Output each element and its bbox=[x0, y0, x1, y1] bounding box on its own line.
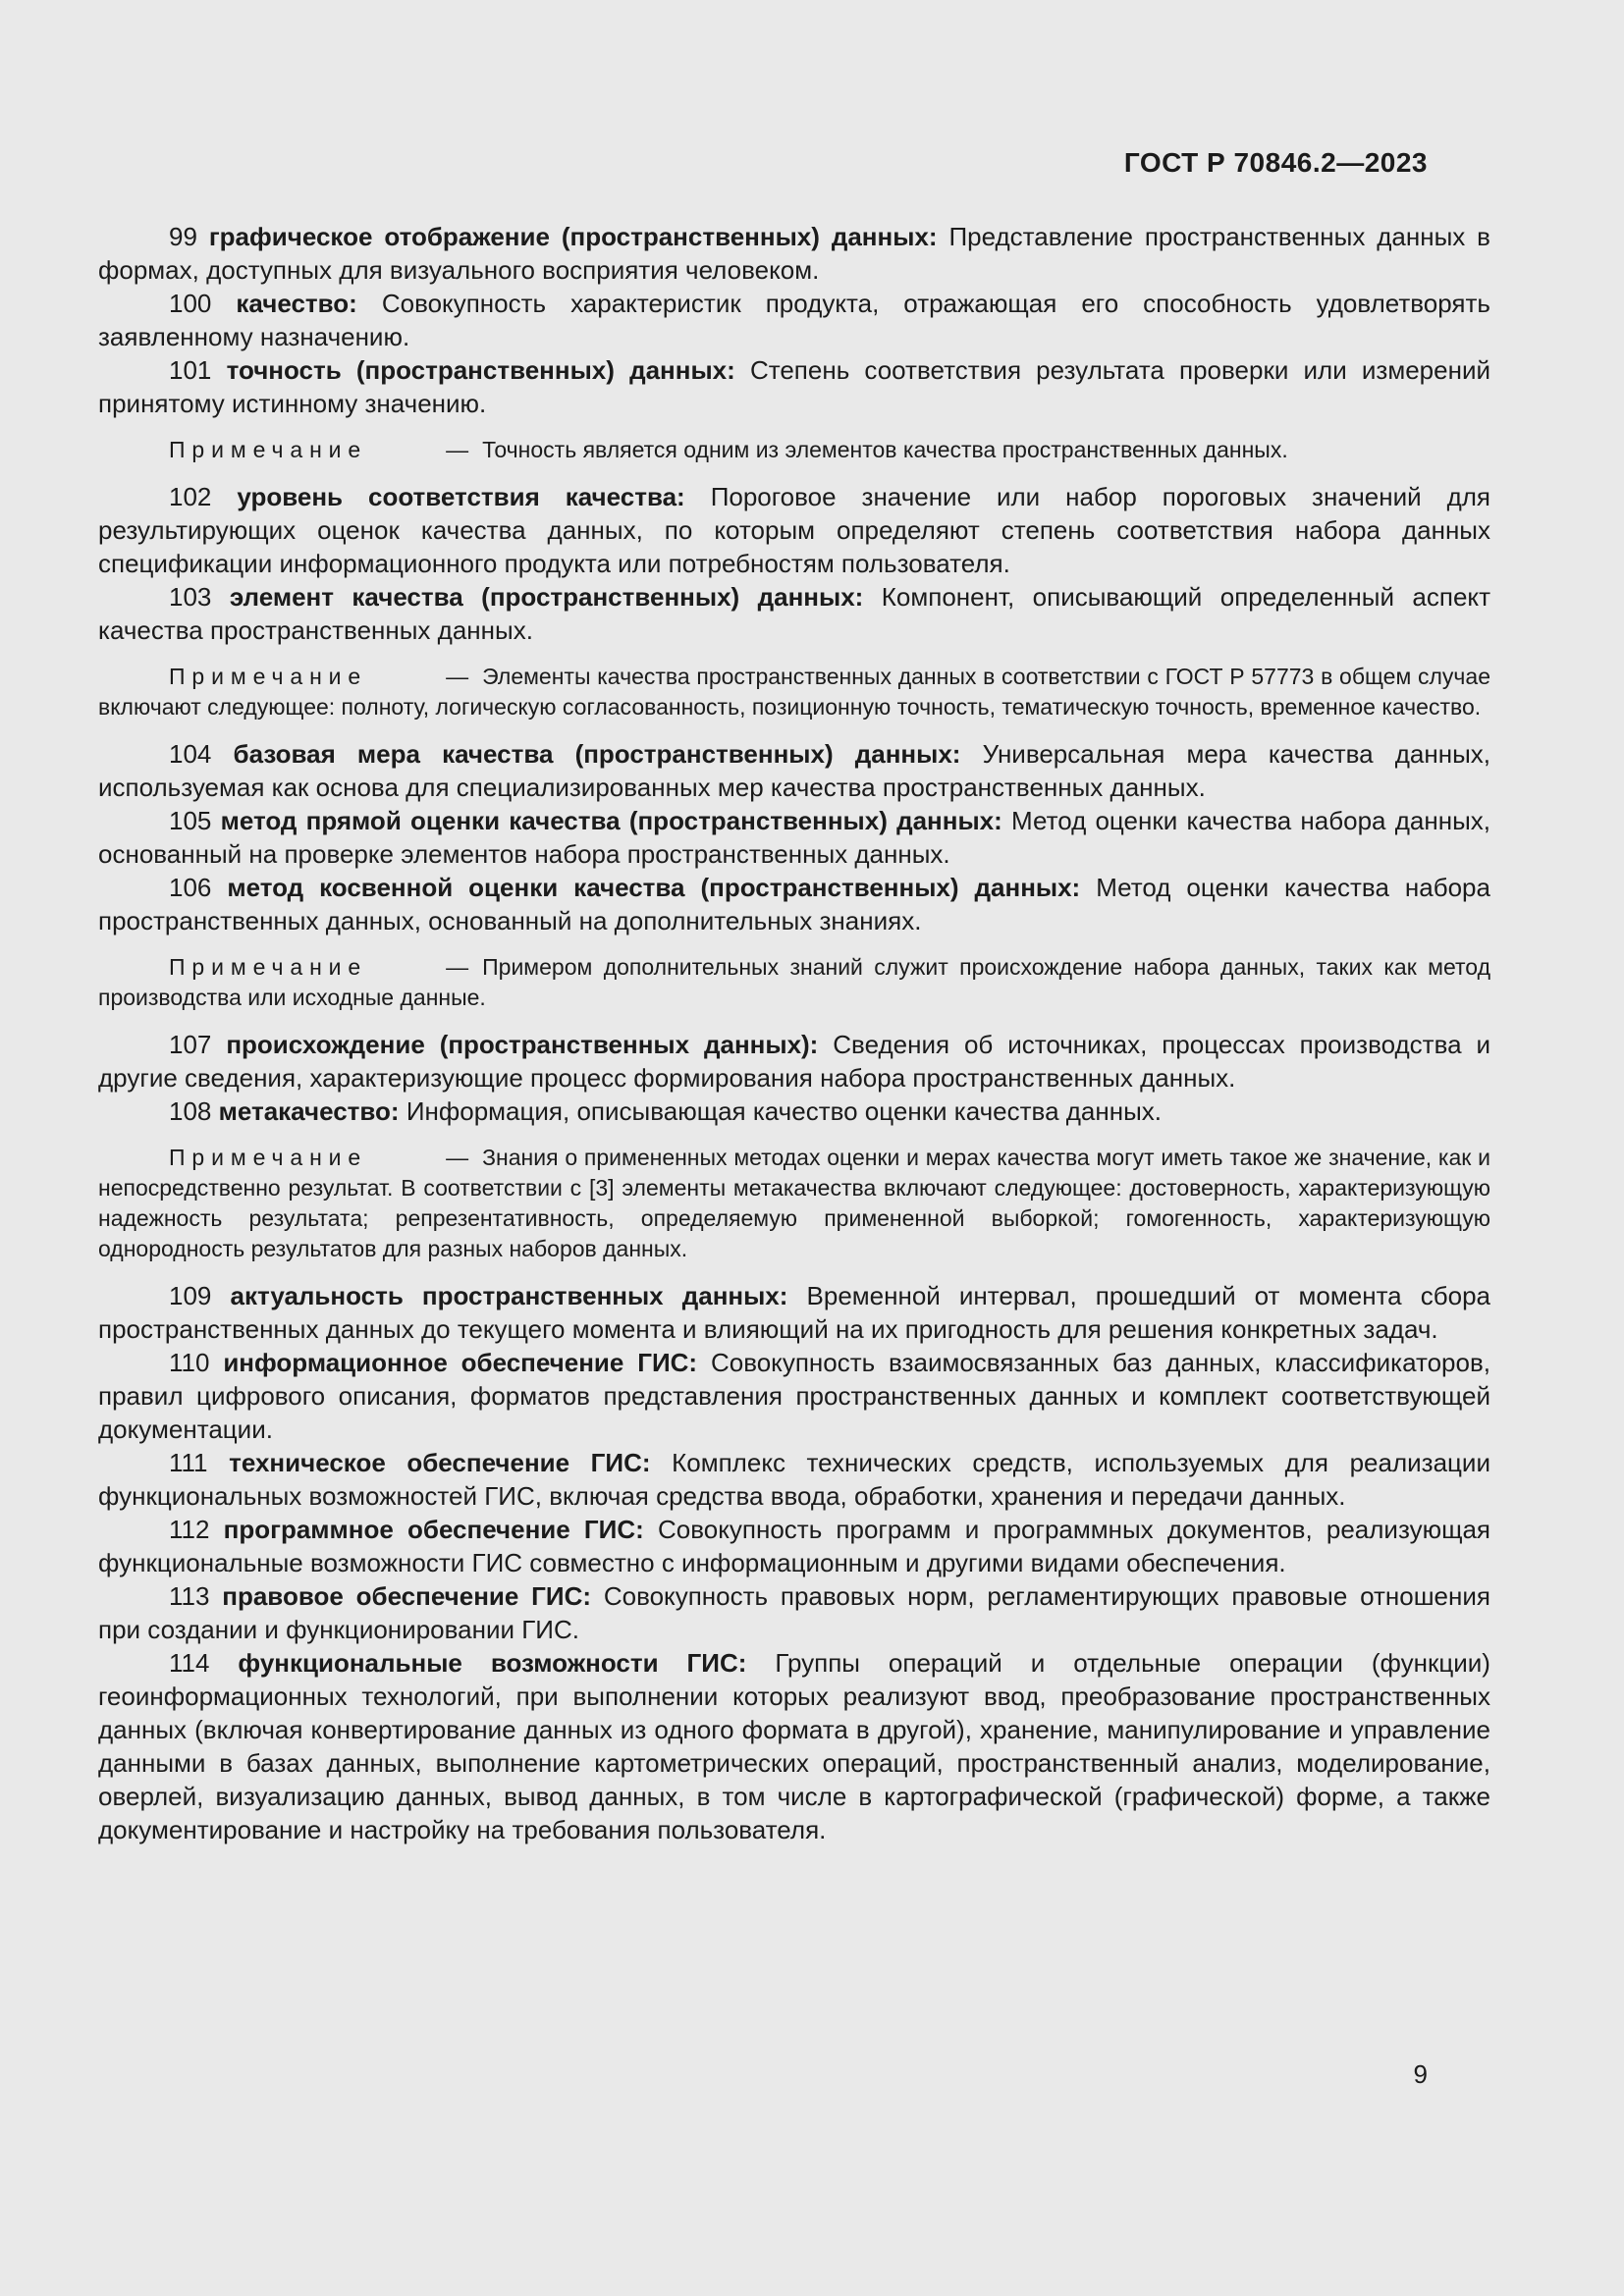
term-definition: Метод оценки качества набора пространственных данных, основанный на дополнительных знаниях. bbox=[98, 873, 1490, 935]
term-number: 107 bbox=[169, 1030, 212, 1059]
term-title: правовое обеспечение ГИС: bbox=[222, 1581, 592, 1611]
term-number: 105 bbox=[169, 806, 212, 835]
term-title: графическое отображение (пространственных) данных: bbox=[208, 222, 938, 251]
term-entry bbox=[98, 1646, 1490, 1846]
term-entry bbox=[98, 1095, 1490, 1128]
note bbox=[98, 662, 1490, 722]
page-number: 9 bbox=[1413, 2059, 1428, 2089]
terms-list bbox=[98, 220, 1490, 1846]
term-entry bbox=[98, 1028, 1490, 1095]
note-label: Примечание bbox=[169, 664, 368, 689]
term-title: уровень соответствия качества: bbox=[237, 482, 685, 511]
term-number: 101 bbox=[169, 355, 212, 385]
term-title: происхождение (пространственных данных): bbox=[226, 1030, 819, 1059]
term-definition: Совокупность правовых норм, регламентирующих правовые отношения при создании и функционировании ГИС. bbox=[98, 1581, 1490, 1644]
term-number: 114 bbox=[169, 1648, 210, 1678]
note-text: Примером дополнительных знаний служит происхождение набора данных, таких как метод производства или исходные данные. bbox=[98, 954, 1490, 1010]
term-entry bbox=[98, 804, 1490, 871]
term-number: 110 bbox=[169, 1348, 210, 1377]
term-title: элемент качества (пространственных) данных: bbox=[229, 582, 864, 612]
term-entry bbox=[98, 1346, 1490, 1446]
term-definition: Метод оценки качества набора данных, основанный на проверке элементов набора пространственных данных. bbox=[98, 806, 1490, 869]
term-definition: Степень соответствия результата проверки или измерений принятому истинному значению. bbox=[98, 355, 1491, 418]
document-header: ГОСТ Р 70846.2—2023 bbox=[1123, 147, 1428, 178]
term-number: 111 bbox=[169, 1448, 208, 1477]
term-title: базовая мера качества (пространственных) данных: bbox=[233, 739, 961, 769]
note bbox=[98, 1143, 1490, 1264]
term-entry bbox=[98, 737, 1490, 804]
term-definition: Временной интервал, прошедший от момента сбора пространственных данных до текущего момента и влияющий на их пригодность для решения конкретных задач. bbox=[98, 1281, 1490, 1344]
term-number: 99 bbox=[169, 222, 197, 251]
term-title: метакачество: bbox=[218, 1096, 400, 1126]
term-number: 102 bbox=[169, 482, 212, 511]
term-definition: Группы операций и отдельные операции (функции) геоинформационных технологий, при выполнении которых реализуют ввод, преобразование пространственных данных (включая конвертирование данных из одного формата в другой), хранение, манипулирование и управление данными в базах данных, выполнение картометрических операций, пространственный анализ, моделирование, оверлей, визуализацию данных, вывод данных, в том числе в картографической (графической) форме, а также документирование и настройку на требования пользователя. bbox=[98, 1648, 1490, 1844]
term-definition: Комплекс технических средств, используемых для реализации функциональных возможностей ГИС, включая средства ввода, обработки, хранения и передачи данных. bbox=[98, 1448, 1490, 1511]
term-number: 100 bbox=[169, 289, 212, 318]
term-number: 104 bbox=[169, 739, 212, 769]
term-title: информационное обеспечение ГИС: bbox=[223, 1348, 698, 1377]
note-label: Примечание bbox=[169, 437, 368, 462]
term-entry bbox=[98, 353, 1490, 420]
note-text: Знания о примененных методах оценки и мерах качества могут иметь такое же значение, как и непосредственно результат. В соответствии с [3] элементы метакачества включают следующее: достоверность, характеризующую надежность результата; репрезентативность, определяемую примененной выборкой; гомогенность, характеризующую однородность результатов для разных наборов данных. bbox=[98, 1145, 1490, 1261]
note-dash: — bbox=[446, 1145, 469, 1170]
note-text: Точность является одним из элементов качества пространственных данных. bbox=[482, 437, 1288, 462]
term-title: программное обеспечение ГИС: bbox=[223, 1515, 644, 1544]
note-label: Примечание bbox=[169, 1145, 368, 1170]
term-definition: Совокупность программ и программных документов, реализующая функциональные возможности ГИС совместно с информационным и другими видами обеспечения. bbox=[98, 1515, 1490, 1577]
term-definition: Сведения об источниках, процессах производства и другие сведения, характеризующие процесс формирования набора пространственных данных. bbox=[98, 1030, 1490, 1093]
term-entry bbox=[98, 1446, 1490, 1513]
term-number: 103 bbox=[169, 582, 212, 612]
term-number: 108 bbox=[169, 1096, 212, 1126]
term-title: качество: bbox=[236, 289, 357, 318]
term-entry bbox=[98, 871, 1490, 937]
term-number: 112 bbox=[169, 1515, 210, 1544]
term-entry bbox=[98, 1579, 1490, 1646]
term-entry bbox=[98, 1279, 1490, 1346]
term-entry bbox=[98, 1513, 1490, 1579]
term-definition: Совокупность взаимосвязанных баз данных, классификаторов, правил цифрового описания, форматов представления пространственных данных и комплект соответствующей документации. bbox=[98, 1348, 1490, 1444]
term-definition: Универсальная мера качества данных, используемая как основа для специализированных мер качества пространственных данных. bbox=[98, 739, 1490, 802]
term-title: функциональные возможности ГИС: bbox=[238, 1648, 747, 1678]
term-title: точность (пространственных) данных: bbox=[226, 355, 735, 385]
term-definition: Представление пространственных данных в формах, доступных для визуального восприятия человеком. bbox=[98, 222, 1490, 285]
term-entry bbox=[98, 287, 1490, 353]
term-number: 106 bbox=[169, 873, 212, 902]
term-title: техническое обеспечение ГИС: bbox=[229, 1448, 651, 1477]
term-title: метод косвенной оценки качества (пространственных) данных: bbox=[227, 873, 1081, 902]
term-number: 113 bbox=[169, 1581, 210, 1611]
term-title: метод прямой оценки качества (пространственных) данных: bbox=[220, 806, 1002, 835]
term-definition: Компонент, описывающий определенный аспект качества пространственных данных. bbox=[98, 582, 1490, 645]
note-dash: — bbox=[446, 437, 469, 462]
note-dash: — bbox=[446, 954, 469, 980]
term-definition: Пороговое значение или набор пороговых значений для результирующих оценок качества данных, по которым определяют степень соответствия набора данных спецификации информационного продукта или потребностям пользователя. bbox=[98, 482, 1490, 578]
term-entry bbox=[98, 220, 1490, 287]
note bbox=[98, 435, 1490, 465]
term-number: 109 bbox=[169, 1281, 212, 1310]
term-definition: Совокупность характеристик продукта, отражающая его способность удовлетворять заявленному назначению. bbox=[98, 289, 1490, 351]
term-entry bbox=[98, 580, 1490, 647]
note-label: Примечание bbox=[169, 954, 368, 980]
note bbox=[98, 952, 1490, 1013]
note-dash: — bbox=[446, 664, 469, 689]
term-definition: Информация, описывающая качество оценки качества данных. bbox=[406, 1096, 1163, 1126]
note-text: Элементы качества пространственных данных в соответствии с ГОСТ Р 57773 в общем случае включают следующее: полноту, логическую согласованность, позиционную точность, тематическую точность, временное качество. bbox=[98, 664, 1490, 720]
term-title: актуальность пространственных данных: bbox=[230, 1281, 788, 1310]
term-entry bbox=[98, 480, 1490, 580]
